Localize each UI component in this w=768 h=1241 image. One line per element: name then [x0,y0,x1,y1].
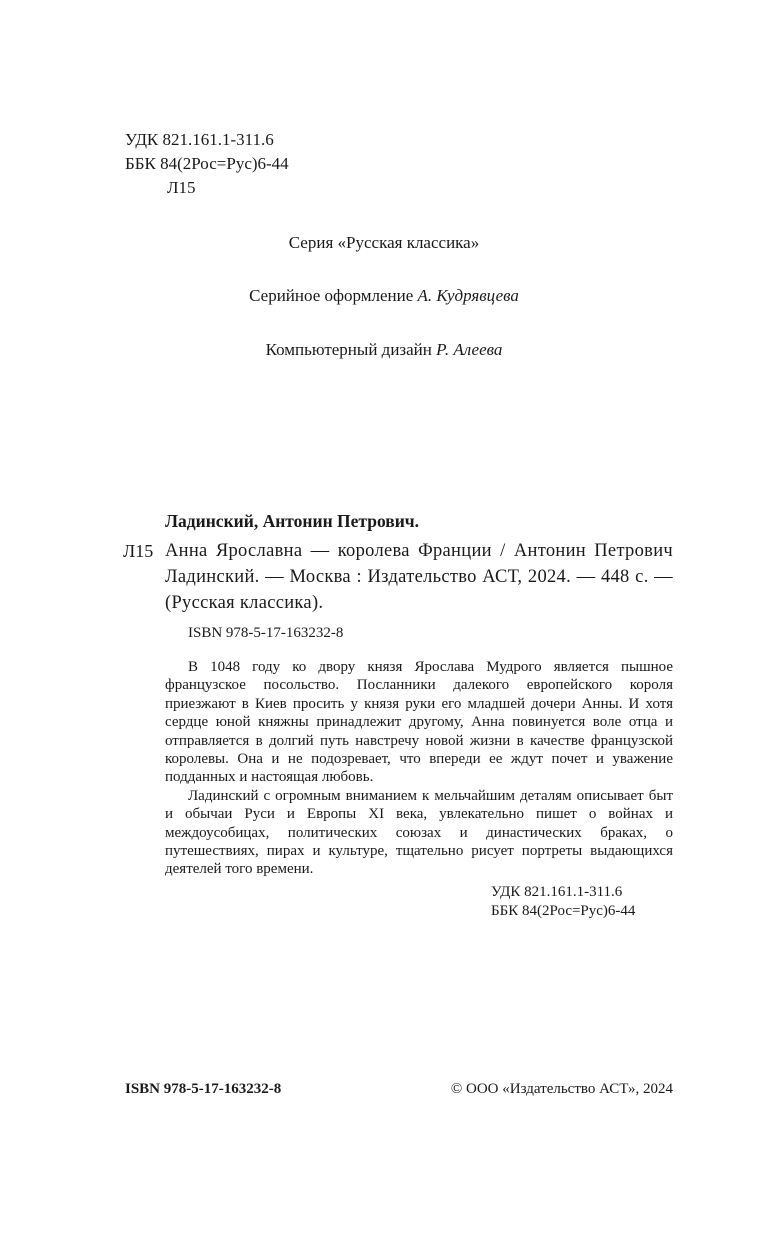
cover-design-line [0,286,768,306]
annotation-paragraph: В 1048 году ко двору князя Ярослава Мудрого является пышное французское посольство. Посланники далекого европейского короля приезжают в Киев просить у князя руки его младшей дочери Анны. И хотя сердце юной княжны принадлежит другому, Анна повинуется воле отца и отправляется в долгий путь навстречу новой жизни в качестве французской королевы. Она и не подозревает, что впереди ее ждут почет и уважение подданных и настоящая любовь. [165,659,673,786]
series-name: «Русская классика» [337,233,480,252]
footer-isbn: ISBN 978-5-17-163232-8 [125,1081,282,1097]
series-line [0,233,768,253]
bbk-code: ББК 84(2Рос=Рус)6-44 [125,154,289,173]
entry-author-mark: Л15 [123,541,154,561]
annotation [165,658,673,879]
udk-code: УДК 821.161.1-311.6 [125,130,274,149]
entry-description: Анна Ярославна — королева Франции / Антонин Петрович Ладинский. — Москва : Издательство АСТ, 2024. — 448 с. — (Русская классика). [165,541,673,613]
cover-designer-name: А. Кудрявцева [417,286,519,305]
classification-block-bottom [491,883,635,921]
cover-design-label: Серийное оформление [249,286,418,305]
classification-block [125,128,289,200]
entry-isbn: ISBN 978-5-17-163232-8 [188,625,344,641]
computer-designer-name: Р. Алеева [436,340,503,359]
computer-design-label: Компьютерный дизайн [265,340,437,359]
footer-copyright: © ООО «Издательство АСТ», 2024 [450,1081,673,1097]
bbk-code: ББК 84(2Рос=Рус)6-44 [491,903,636,919]
computer-design-line [0,340,768,360]
annotation-paragraph: Ладинский с огромным вниманием к мельчайшим деталям описывает быт и обычаи Руси и Европы XI века, увлекательно пишет о войнах и междоусобицах, политических союзах и династических браках, о путешествиях, пирах и культуре, тщательно рисует портреты выдающихся деятелей того времени. [165,787,673,878]
udk-code: УДК 821.161.1-311.6 [491,884,623,900]
author-mark: Л15 [167,178,196,197]
series-prefix: Серия [288,233,338,252]
entry-author-heading: Ладинский, Антонин Петрович. [165,511,420,531]
